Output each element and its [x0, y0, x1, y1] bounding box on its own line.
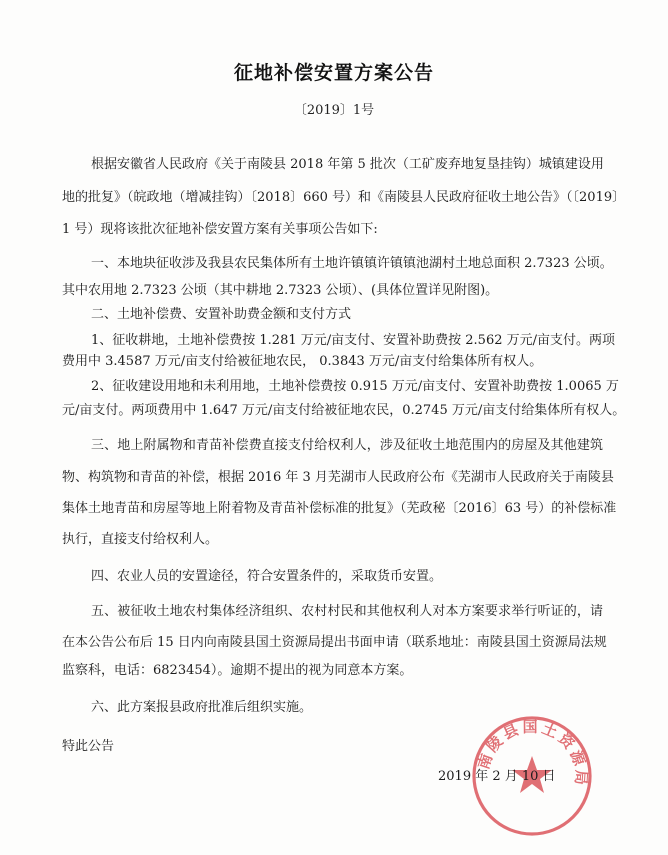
publish-date: 2019 年 2 月 10 日	[438, 769, 556, 784]
document-number: 〔2019〕1号	[293, 103, 375, 118]
paragraph-line: 元/亩支付。两项费用中 1.647 万元/亩支付给被征地农民，0.2745 万元/亩支付给集体所有权人。	[62, 403, 626, 418]
paragraph-line: 执行，直接支付给权利人。	[62, 532, 219, 547]
paragraph-line: 六、此方案报县政府批准后组织实施。	[91, 700, 313, 715]
paragraph-line: 一、本地块征收涉及我县农民集体所有土地许镇镇许镇镇池湖村土地总面积 2.7323 公顷。	[91, 256, 613, 271]
section-heading: 二、土地补偿费、安置补助费金额和支付方式	[91, 307, 352, 322]
paragraph-line: 2、征收建设用地和未利用地，土地补偿费按 0.915 万元/亩支付、安置补助费按 1.0065 万	[91, 379, 619, 394]
paragraph-line: 三、地上附属物和青苗补偿费直接支付给权利人，涉及征收土地范围内的房屋及其他建筑	[91, 438, 603, 453]
closing-text: 特此公告	[62, 739, 115, 754]
paragraph-line: 根据安徽省人民政府《关于南陵县 2018 年第 5 批次（工矿废弃地复垦挂钩）城镇建设用	[91, 157, 604, 172]
paragraph-line: 1、征收耕地，土地补偿费按 1.281 万元/亩支付、安置补助费按 2.562 万元/亩支付。两项	[91, 333, 615, 348]
svg-text:南陵县国土资源局: 南陵县国土资源局	[474, 717, 591, 789]
paragraph-line: 其中农用地 2.7323 公顷（其中耕地 2.7323 公顷）、(具体位置详见附图)。	[62, 283, 499, 298]
paragraph-line: 1 号）现将该批次征地补偿安置方案有关事项公告如下:	[62, 222, 378, 237]
paragraph-line: 四、农业人员的安置途径，符合安置条件的，采取货币安置。	[91, 569, 443, 584]
paragraph-line: 监察科，电话：6823454）。逾期不提出的视为同意本方案。	[62, 663, 413, 678]
paragraph-line: 费用中 3.4587 万元/亩支付给被征地农民， 0.3843 万元/亩支付给集体所有权人。	[62, 354, 543, 369]
paragraph-line: 地的批复》（皖政地（增减挂钩）〔2018〕660 号）和《南陵县人民政府征收土地公告》（〔2019〕	[62, 190, 626, 205]
paragraph-line: 物、构筑物和青苗的补偿，根据 2016 年 3 月芜湖市人民政府公布《芜湖市人民政府关于南陵县	[62, 470, 614, 485]
paragraph-line: 集体土地青苗和房屋等地上附着物及青苗补偿标准的批复》（芜政秘〔2016〕63 号）的补偿标准	[62, 501, 617, 516]
paragraph-line: 五、被征收土地农村集体经济组织、农村村民和其他权利人对本方案要求举行听证的，请	[91, 604, 603, 619]
page-title: 征地补偿安置方案公告	[233, 62, 434, 84]
paragraph-line: 在本公告公布后 15 日内向南陵县国土资源局提出书面申请（联系地址：南陵县国土资源局法规	[62, 635, 607, 650]
